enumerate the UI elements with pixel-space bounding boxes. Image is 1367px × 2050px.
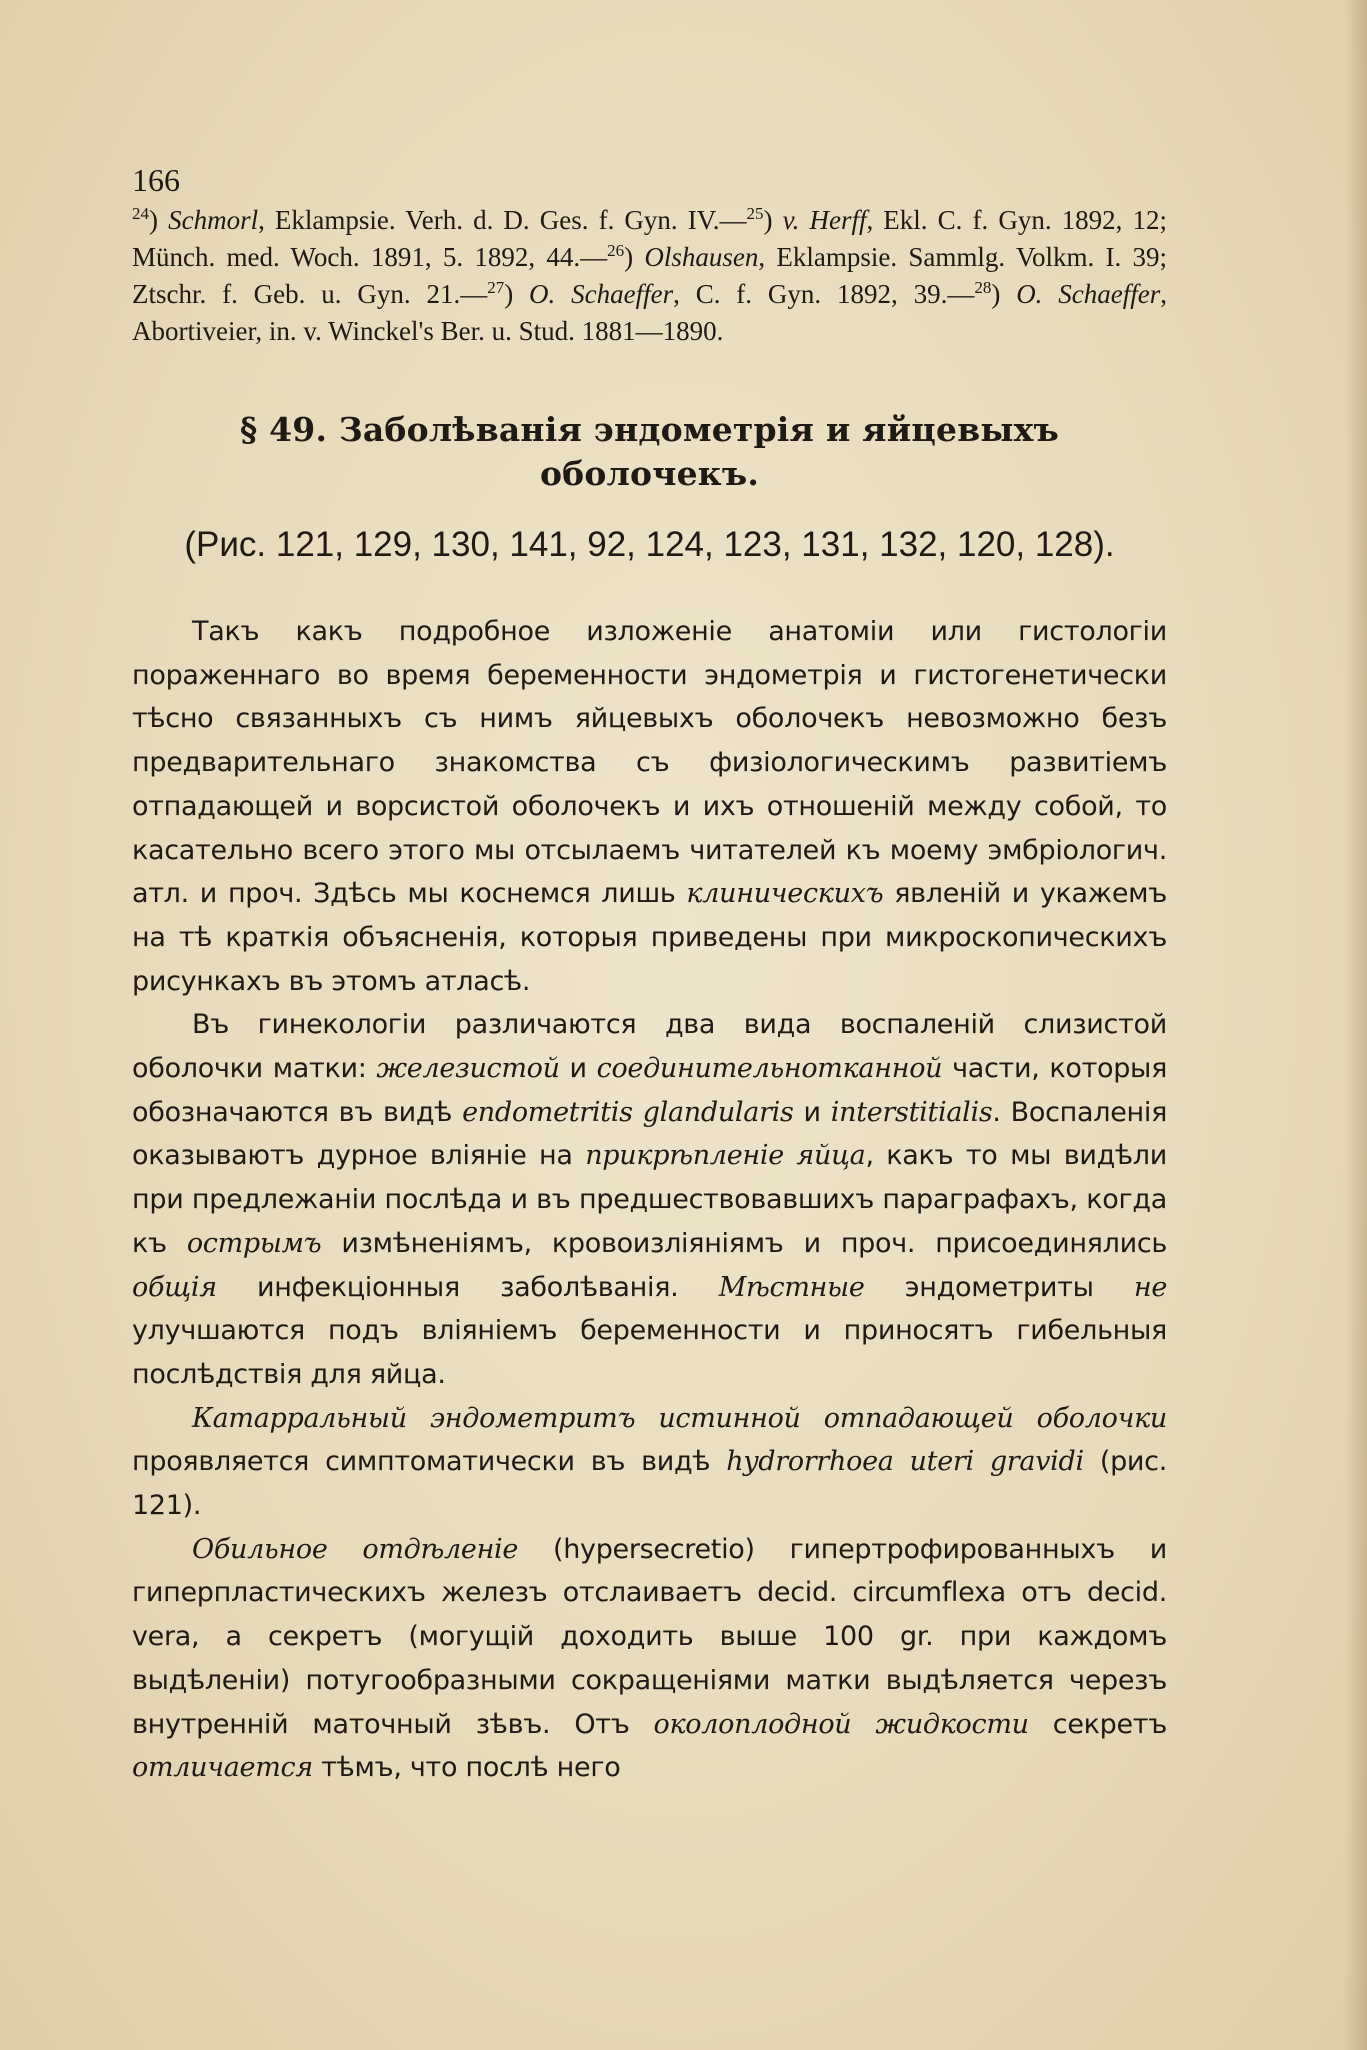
page-number: 166 <box>132 162 180 198</box>
section-title: § 49. Заболѣванія эндометрія и яйцевыхъ оболочекъ. <box>239 410 1060 493</box>
italic-run: соединительнотканной <box>596 1053 943 1085</box>
text-run: инфекціонныя заболѣванія. <box>216 1271 719 1303</box>
body-text <box>132 610 1167 1790</box>
paragraph <box>132 610 1167 1003</box>
paragraph <box>132 1397 1167 1528</box>
italic-run: Обильное отдѣленіе <box>192 1533 519 1565</box>
italic-run: прикрѣпленіе яйца <box>585 1140 866 1172</box>
text-run: секретъ <box>1028 1708 1167 1740</box>
italic-run: endometritis glandularis <box>462 1096 794 1128</box>
reference: $^{24}$) Schmorl, Eklampsie. Verh. d. D. Ges. f. Gyn. IV.— <box>132 204 747 235</box>
text-run: явленій и укажемъ на тѣ краткія объясненія, которыя приведены при микроскопическихъ рисункахъ въ этомъ атласѣ. <box>132 878 1167 997</box>
text-run: (hypersecretio) гипертрофированныхъ и гиперпластическихъ железъ отслаиваетъ decid. circumflexa отъ decid. vera, а секретъ (могущій доходить выше 100 gr. при каждомъ выдѣленіи) потугообразными сокращеніями матки выдѣляется черезъ внутренній маточный зѣвъ. Отъ <box>132 1533 1167 1740</box>
text-run: тѣмъ, что послѣ него <box>312 1752 621 1784</box>
italic-run: общія <box>132 1271 217 1303</box>
italic-run: железистой <box>376 1053 560 1085</box>
italic-run: hydrorrhoea uteri gravidi <box>726 1446 1084 1478</box>
paragraph <box>132 1528 1167 1790</box>
italic-run: околоплодной жидкости <box>653 1708 1029 1740</box>
text-run: эндометриты <box>864 1271 1134 1303</box>
text-run: и <box>793 1096 831 1128</box>
text-run: проявляется симптоматически въ видѣ <box>132 1446 727 1478</box>
text-run: и <box>559 1053 597 1085</box>
reference: $^{28}$) O. Schaeffer, Abortiveier, in. v. Winckel's Ber. u. Stud. 1881—1890. <box>132 278 1167 346</box>
text-run: части, которыя обозначаются въ видѣ <box>132 1053 1168 1128</box>
paragraph <box>132 1003 1167 1396</box>
text-run: Такъ какъ подробное изложеніе анатоміи или гистологіи пораженнаго во время беременности эндометрія и гистогенетически тѣсно связанныхъ съ нимъ яйцевыхъ оболочекъ невозможно безъ предварительнаго знакомства съ физіологическимъ развитіемъ отпадающей и ворсистой оболочекъ и ихъ отношеній между собой, то касательно всего этого мы отсылаемъ читателей къ моему эмбріологич. атл. и проч. Здѣсь мы коснемся лишь <box>132 616 1167 910</box>
italic-run: не <box>1133 1271 1167 1303</box>
italic-run: клиническихъ <box>686 878 884 910</box>
reference: $^{27}$) O. Schaeffer, C. f. Gyn. 1892, 39.— <box>487 278 975 309</box>
figure-references: (Рис. 121, 129, 130, 141, 92, 124, 123, 131, 132, 120, 128). <box>184 525 1115 564</box>
text-run: , какъ то мы видѣли при предлежаніи послѣда и въ предшествовавшихъ параграфахъ, когда къ <box>132 1140 1167 1259</box>
page-edge-shadow <box>1345 0 1367 2050</box>
reference: $^{25}$) v. Herff, Ekl. C. f. Gyn. 1892, 12; Münch. med. Woch. 1891, 5. 1892, 44.— <box>132 204 1168 272</box>
references-block <box>132 202 1167 350</box>
text-run: улучшаются подъ вліяніемъ беременности и приносятъ гибельныя послѣдствія для яйца. <box>132 1315 1167 1390</box>
text-run: . Воспаленія оказываютъ дурное вліяніе на <box>132 1096 1168 1172</box>
text-run: Въ гинекологіи различаются два вида воспаленій слизистой оболочки матки: <box>132 1009 1167 1085</box>
page-content <box>132 150 1167 1790</box>
reference: $^{26}$) Olshausen, Eklampsie. Sammlg. Volkm. I. 39; Ztschr. f. Geb. u. Gyn. 21.— <box>132 241 1167 309</box>
italic-run: острымъ <box>186 1227 322 1259</box>
italic-run: отличается <box>132 1752 313 1784</box>
italic-run: Катарральный эндометритъ истинной отпадающей оболочки <box>192 1402 1167 1434</box>
text-run: измѣненіямъ, кровоизліяніямъ и проч. присоединялись <box>321 1227 1167 1259</box>
italic-run: interstitialis <box>830 1096 993 1128</box>
text-run: (рис. 121). <box>132 1446 1167 1522</box>
italic-run: Мѣстные <box>718 1271 865 1303</box>
